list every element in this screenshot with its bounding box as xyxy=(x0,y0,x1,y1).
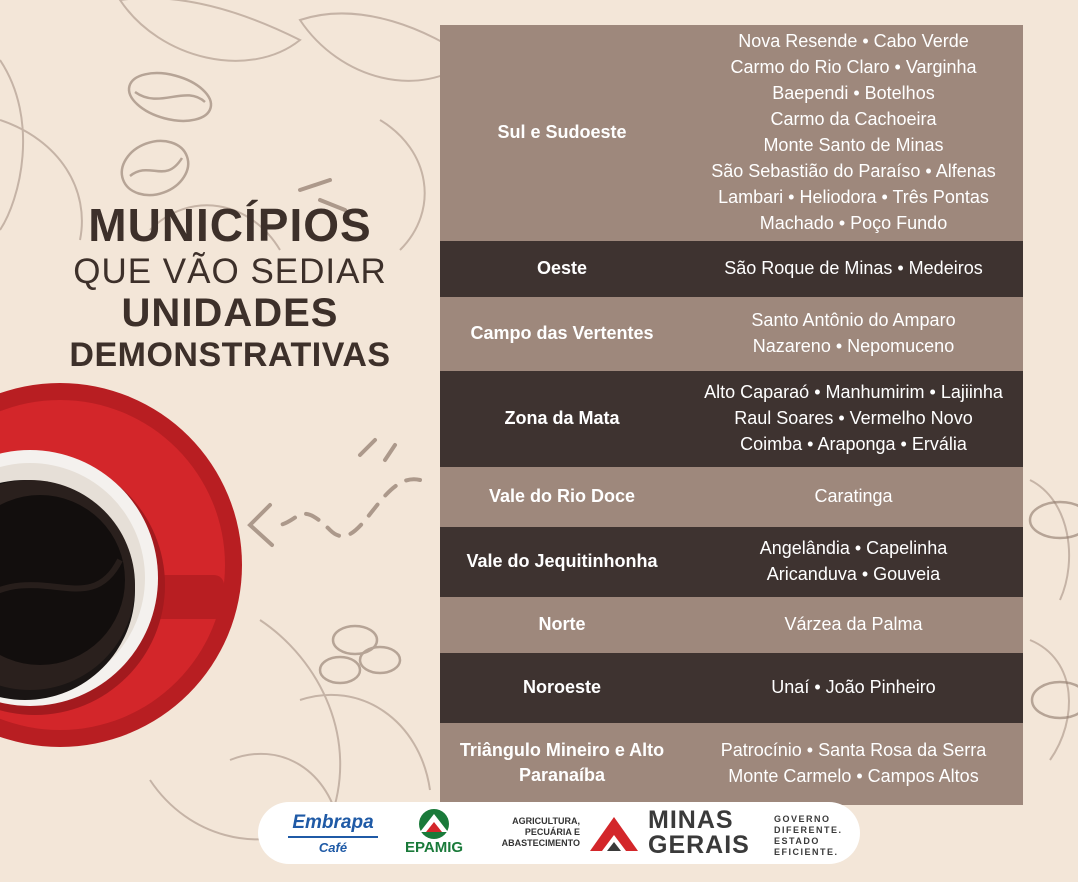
city-line: Raul Soares • Vermelho Novo xyxy=(734,408,973,428)
region-name: Zona da Mata xyxy=(504,407,620,428)
city-line: Monte Santo de Minas xyxy=(763,135,944,155)
region-name: Sul e Sudoeste xyxy=(497,121,627,142)
region-name: Vale do Jequitinhonha xyxy=(466,550,658,571)
region-cities xyxy=(684,535,1023,587)
gov-line-2: DIFERENTE. xyxy=(774,825,843,835)
city-line: Nova Resende • Cabo Verde xyxy=(738,31,969,51)
region-row xyxy=(440,371,1023,467)
city-line: Monte Carmelo • Campos Altos xyxy=(728,766,979,786)
regions-table xyxy=(440,25,1023,805)
city-line: São Roque de Minas • Medeiros xyxy=(724,258,983,278)
region-name: Oeste xyxy=(536,257,588,278)
agri-label xyxy=(488,816,580,849)
city-line: Lambari • Heliodora • Três Pontas xyxy=(718,187,989,207)
embrapa-name: Embrapa xyxy=(292,812,374,833)
city-line: Alto Caparaó • Manhumirim • Lajiinha xyxy=(704,382,1003,402)
region-cities xyxy=(684,307,1023,359)
agri-line-2: PECUÁRIA E xyxy=(524,827,580,837)
headline-line-2: QUE VÃO SEDIAR xyxy=(73,251,387,291)
headline-line-1: MUNICÍPIOS xyxy=(88,199,372,251)
region-row xyxy=(440,723,1023,805)
region-row xyxy=(440,241,1023,297)
epamig-logo xyxy=(394,808,474,856)
city-line: Angelândia • Capelinha xyxy=(759,538,948,558)
region-row xyxy=(440,597,1023,653)
region-row xyxy=(440,25,1023,241)
embrapa-logo xyxy=(288,812,378,855)
city-line: Nazareno • Nepomuceno xyxy=(752,336,955,356)
region-cities xyxy=(684,379,1023,457)
region-cities xyxy=(684,674,1023,700)
region-name: Triângulo Mineiro e Alto Paranaíba xyxy=(459,740,665,785)
headline-line-4: DEMONSTRATIVAS xyxy=(69,335,391,374)
embrapa-sub: Café xyxy=(318,840,348,855)
region-row xyxy=(440,527,1023,597)
region-name: Vale do Rio Doce xyxy=(488,485,636,506)
region-cities xyxy=(684,737,1023,789)
region-cities xyxy=(684,28,1023,236)
mg-line-2: GERAIS xyxy=(648,831,750,859)
mg-line-1: MINAS xyxy=(648,806,734,834)
gov-line-1: GOVERNO xyxy=(774,814,831,824)
region-row xyxy=(440,467,1023,527)
city-line: Baependi • Botelhos xyxy=(772,83,935,103)
city-line: Machado • Poço Fundo xyxy=(759,213,948,233)
minas-gerais-name xyxy=(648,808,750,858)
epamig-name: EPAMIG xyxy=(404,839,464,856)
city-line: Carmo do Rio Claro • Varginha xyxy=(730,57,977,77)
city-line: Várzea da Palma xyxy=(784,614,923,634)
city-line: Carmo da Cachoeira xyxy=(770,109,937,129)
region-row xyxy=(440,297,1023,371)
city-line: Unaí • João Pinheiro xyxy=(771,677,936,697)
logo-bar xyxy=(258,802,860,864)
minas-gerais-triangle-icon xyxy=(588,813,640,853)
governo-tagline xyxy=(774,814,843,858)
region-cities xyxy=(684,483,1023,509)
gov-line-4: EFICIENTE. xyxy=(774,847,839,857)
agri-line-1: AGRICULTURA, xyxy=(512,816,580,826)
city-line: Coimba • Araponga • Ervália xyxy=(740,434,967,454)
city-line: Caratinga xyxy=(814,486,893,506)
region-cities xyxy=(684,255,1023,281)
city-line: Patrocínio • Santa Rosa da Serra xyxy=(720,740,987,760)
region-cities xyxy=(684,611,1023,637)
agri-line-3: ABASTECIMENTO xyxy=(501,838,580,848)
headline xyxy=(60,200,400,374)
headline-line-3: UNIDADES xyxy=(121,290,339,335)
region-name: Noroeste xyxy=(522,676,602,697)
city-line: Santo Antônio do Amparo xyxy=(751,310,956,330)
region-name: Campo das Vertentes xyxy=(470,322,654,343)
city-line: São Sebastião do Paraíso • Alfenas xyxy=(711,161,996,181)
region-row xyxy=(440,653,1023,723)
epamig-logo-icon xyxy=(414,808,454,840)
city-line: Aricanduva • Gouveia xyxy=(766,564,941,584)
gov-line-3: ESTADO xyxy=(774,836,820,846)
region-name: Norte xyxy=(538,613,586,634)
